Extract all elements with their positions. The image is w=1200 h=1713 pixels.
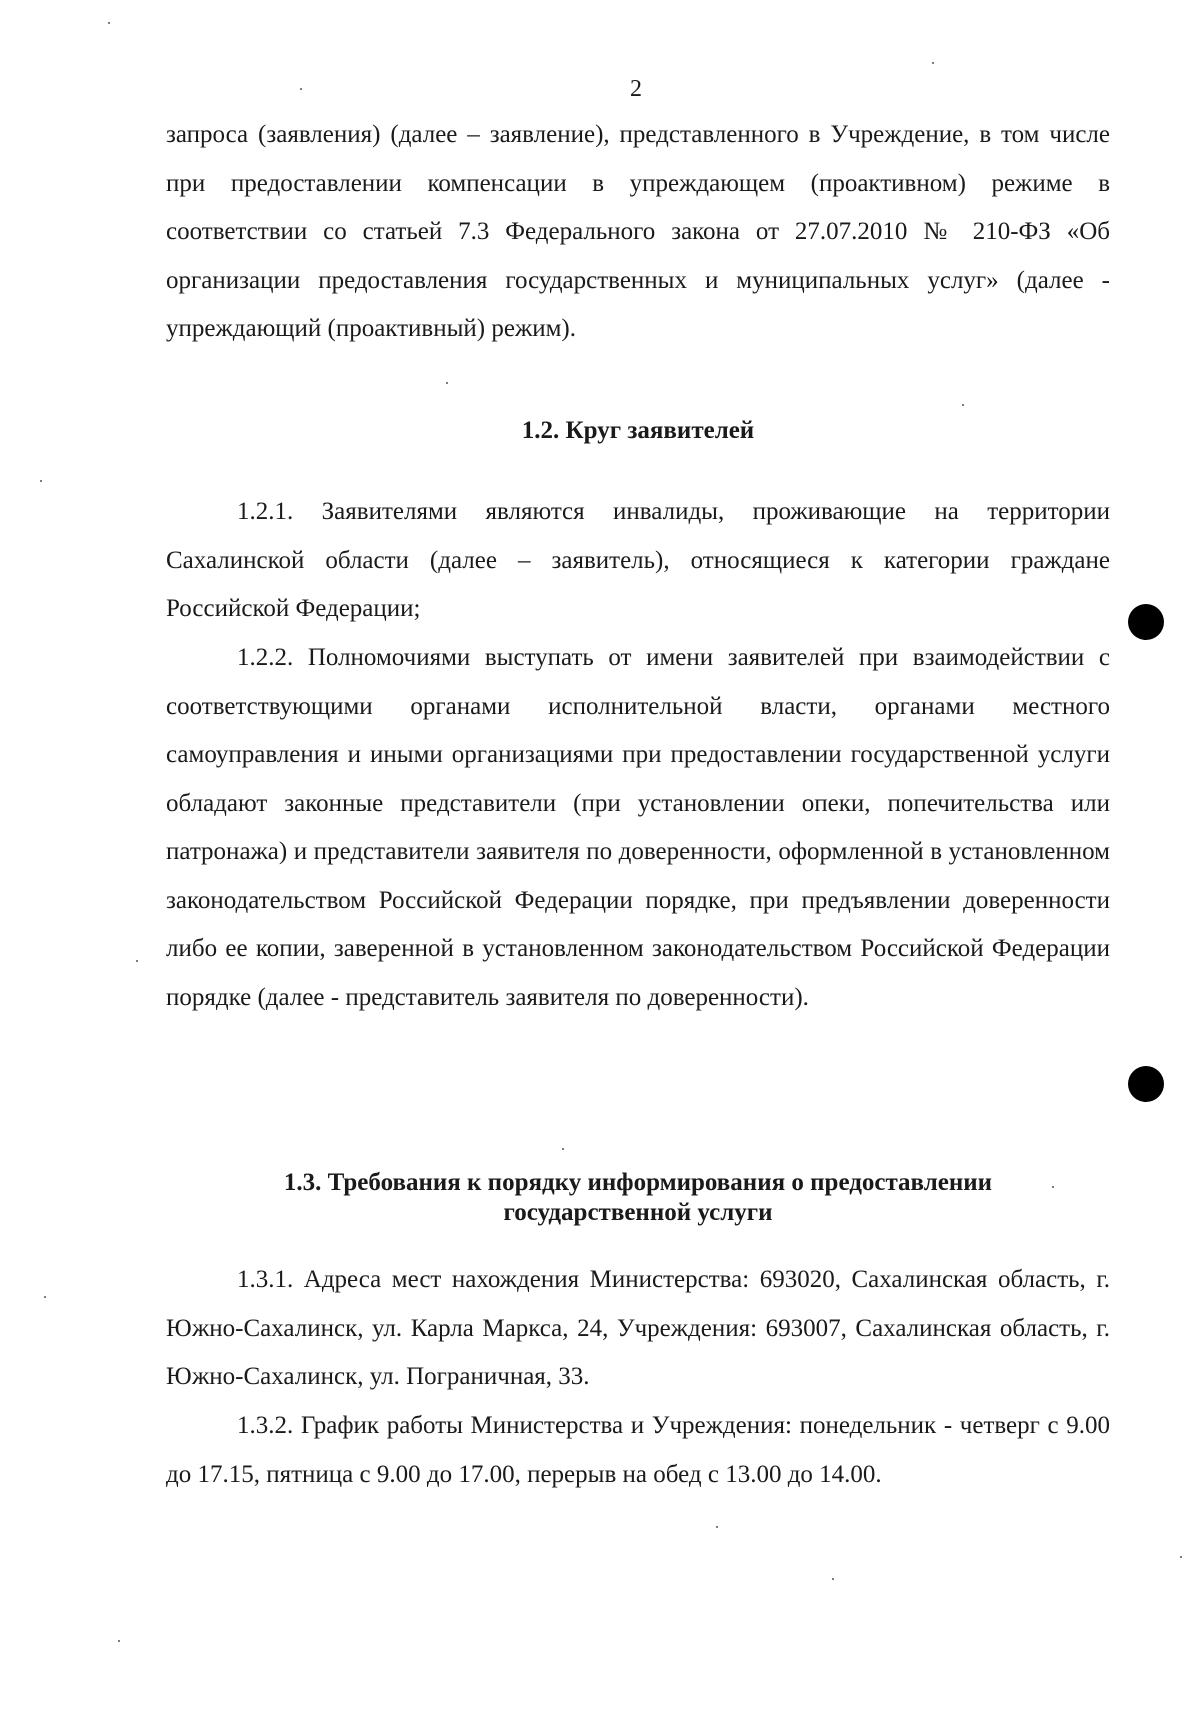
paragraph-1-2-1: 1.2.1. Заявителями являются инвалиды, проживающие на территории Сахалинской области (далее – заявитель), относящиеся к категории граждане Российской Федерации;: [166, 498, 1110, 622]
scan-speck: [40, 480, 42, 482]
paragraph-1-3-2: 1.3.2. График работы Министерства и Учреждения: понедельник - четверг с 9.00 до 17.15, пятница с 9.00 до 17.00, перерыв на обед с 13.00 до 14.00.: [166, 1412, 1110, 1488]
scan-speck: [962, 404, 964, 406]
scan-speck: [44, 1296, 46, 1298]
scan-speck: [446, 382, 448, 384]
punch-hole-mark: [1128, 604, 1164, 640]
section-1-2-heading: 1.2. Круг заявителей: [521, 417, 755, 444]
section-1-3-heading: [166, 1168, 1110, 1228]
scan-speck: [716, 1526, 718, 1528]
scan-speck: [300, 88, 302, 90]
paragraph-1-2-2: 1.2.2. Полномочиями выступать от имени заявителей при взаимодействии с соответствующими органами исполнительной власти, органами местного самоуправления и иными организациями при предоставлении государственной услуги обладают законные представители (при установлении опеки, попечительства или патронажа) и представители заявителя по доверенности, оформленной в установленном законодательством Российской Федерации порядке, при предъявлении доверенности либо ее копии, заверенной в установленном законодательством Российской Федерации порядке (далее - представитель заявителя по доверенности).: [166, 644, 1110, 1011]
section-1-3-heading-line-1: 1.3. Требования к порядку информирования о предоставлении: [283, 1169, 993, 1196]
paragraph-1-3-1: 1.3.1. Адреса мест нахождения Министерства: 693020, Сахалинская область, г. Южно-Сахалинск, ул. Карла Маркса, 24, Учреждения: 693007, Сахалинская область, г. Южно-Сахалинск, ул. Пограничная, 33.: [166, 1266, 1110, 1390]
scan-speck: [1180, 1556, 1182, 1558]
scan-speck: [562, 1148, 564, 1150]
section-1-3-heading-line-2: государственной услуги: [503, 1199, 773, 1226]
scan-speck: [108, 22, 110, 24]
scan-speck: [932, 62, 934, 64]
scan-speck: [136, 960, 138, 962]
scan-speck: [118, 1640, 120, 1642]
punch-hole-mark: [1128, 1066, 1164, 1102]
scan-speck: [832, 1578, 834, 1580]
intro-paragraph: запроса (заявления) (далее – заявление), представленного в Учреждение, в том числе при предоставлении компенсации в упреждающем (проактивном) режиме в соответствии со статьей 7.3 Федерального закона от 27.07.2010 № 210-ФЗ «Об организации предоставления государственных и муниципальных услуг» (далее - упреждающий (проактивный) режим).: [166, 121, 1110, 342]
scan-speck: [1052, 1186, 1054, 1188]
page-number: 2: [630, 76, 642, 102]
